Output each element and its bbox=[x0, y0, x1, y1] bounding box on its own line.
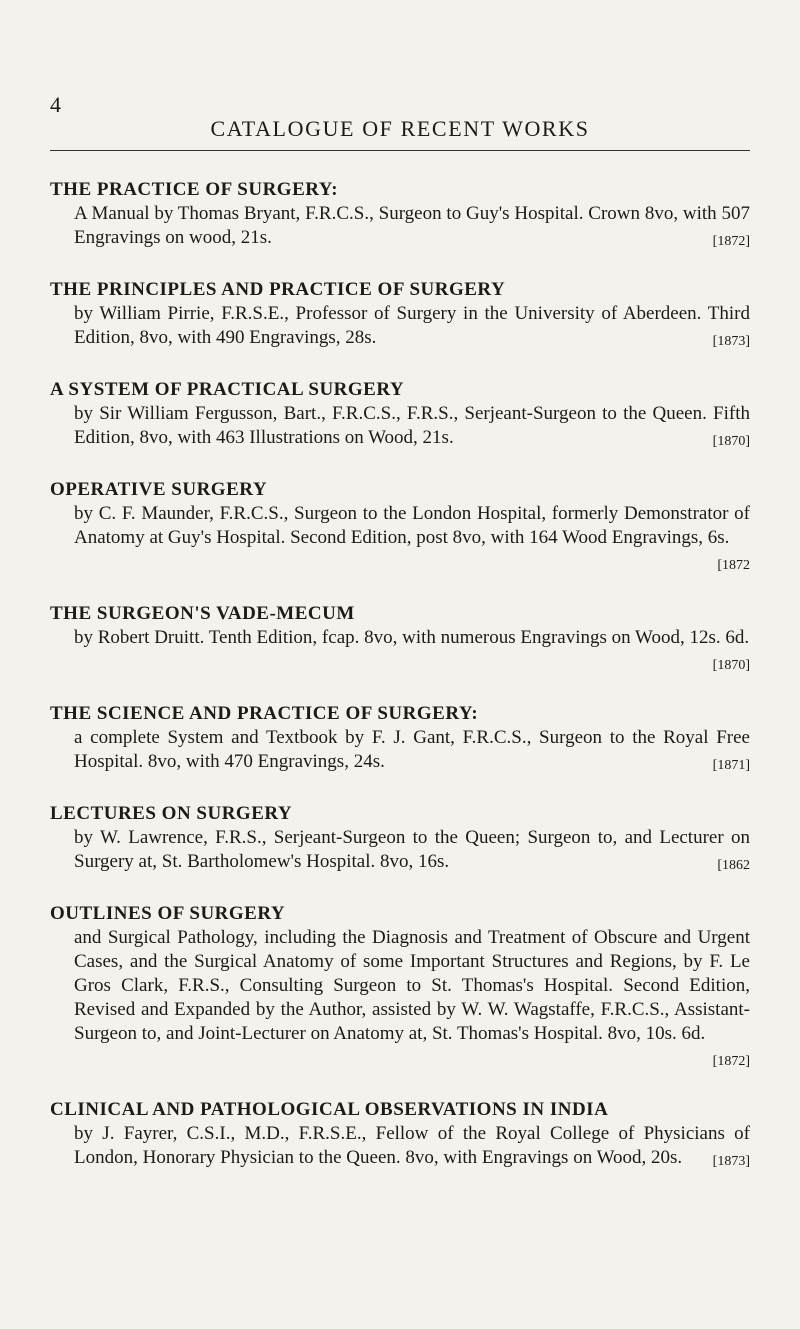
entry-body bbox=[50, 1122, 750, 1174]
entry-year: [1872] bbox=[712, 1054, 750, 1069]
entry-description: by W. Lawrence, F.R.S., Serjeant-Surgeon to the Queen; Surgeon to, and Lecturer on Surgery at, St. Bartholomew's Hospital. 8vo, 16s. bbox=[74, 827, 750, 872]
catalogue-entry bbox=[50, 478, 750, 578]
entry-body bbox=[50, 302, 750, 354]
entry-description: by Robert Druitt. Tenth Edition, fcap. 8vo, with numerous Engravings on Wood, 12s. 6d. bbox=[74, 627, 750, 648]
entry-year: [1870] bbox=[712, 658, 750, 673]
entry-description: and Surgical Pathology, including the Diagnosis and Treatment of Obscure and Urgent Cases, and the Surgical Anatomy of some Important Structures and Regions, by F. Le Gros Clark, F.R.S., Consulting Surgeon to St. Thomas's Hospital. Second Edition, Revised and Expanded by the Author, assisted by W. W. Wagstaffe, F.R.C.S., Assistant-Surgeon to, and Joint-Lecturer on Anatomy at, St. Thomas's Hospital. 8vo, 10s. 6d. bbox=[74, 927, 750, 1044]
entry-year: [1872 bbox=[717, 558, 750, 573]
catalogue-entries bbox=[50, 178, 750, 1198]
entry-year: [1870] bbox=[712, 434, 750, 449]
header-rule bbox=[50, 150, 750, 151]
entry-description: by J. Fayrer, C.S.I., M.D., F.R.S.E., Fellow of the Royal College of Physicians of London, Honorary Physician to the Queen. 8vo, with Engravings on Wood, 20s. bbox=[74, 1123, 750, 1168]
catalogue-entry bbox=[50, 178, 750, 254]
entry-title: CLINICAL AND PATHOLOGICAL OBSERVATIONS IN INDIA bbox=[50, 1099, 609, 1120]
entry-title: THE PRACTICE OF SURGERY: bbox=[50, 179, 339, 200]
catalogue-entry bbox=[50, 1098, 750, 1174]
entry-body bbox=[50, 402, 750, 454]
entry-title: THE SURGEON'S VADE-MECUM bbox=[50, 603, 355, 624]
entry-title: OUTLINES OF SURGERY bbox=[50, 903, 286, 924]
entry-description: by William Pirrie, F.R.S.E., Professor of Surgery in the University of Aberdeen. Third Edition, 8vo, with 490 Engravings, 28s. bbox=[74, 303, 750, 348]
catalogue-entry bbox=[50, 602, 750, 678]
running-title: CATALOGUE OF RECENT WORKS bbox=[210, 116, 590, 141]
entry-year: [1862 bbox=[717, 858, 750, 873]
entry-body bbox=[50, 726, 750, 778]
catalogue-entry bbox=[50, 702, 750, 778]
page-number: 4 bbox=[50, 92, 61, 117]
entry-body bbox=[50, 202, 750, 254]
entry-title: LECTURES ON SURGERY bbox=[50, 803, 293, 824]
catalogue-entry bbox=[50, 378, 750, 454]
entry-description: by C. F. Maunder, F.R.C.S., Surgeon to the London Hospital, formerly Demonstrator of Anatomy at Guy's Hospital. Second Edition, post 8vo, with 164 Wood Engravings, 6s. bbox=[74, 503, 750, 548]
entry-title: OPERATIVE SURGERY bbox=[50, 479, 268, 500]
entry-body bbox=[50, 826, 750, 878]
entry-description: A Manual by Thomas Bryant, F.R.C.S., Surgeon to Guy's Hospital. Crown 8vo, with 507 Engravings on wood, 21s. bbox=[74, 203, 750, 248]
entry-year: [1873] bbox=[712, 334, 750, 349]
entry-title: THE SCIENCE AND PRACTICE OF SURGERY: bbox=[50, 703, 479, 724]
entry-year: [1872] bbox=[712, 234, 750, 249]
catalogue-entry bbox=[50, 278, 750, 354]
entry-body bbox=[50, 926, 750, 1074]
catalogue-entry bbox=[50, 802, 750, 878]
entry-body bbox=[50, 502, 750, 578]
entry-body bbox=[50, 626, 750, 678]
entry-title: THE PRINCIPLES AND PRACTICE OF SURGERY bbox=[50, 279, 506, 300]
entry-description: by Sir William Fergusson, Bart., F.R.C.S., F.R.S., Serjeant-Surgeon to the Queen. Fifth Edition, 8vo, with 463 Illustrations on Wood, 21s. bbox=[74, 403, 750, 448]
entry-title: A SYSTEM OF PRACTICAL SURGERY bbox=[50, 379, 405, 400]
entry-description: a complete System and Textbook by F. J. Gant, F.R.C.S., Surgeon to the Royal Free Hospital. 8vo, with 470 Engravings, 24s. bbox=[74, 727, 750, 772]
entry-year: [1871] bbox=[712, 758, 750, 773]
entry-year: [1873] bbox=[712, 1154, 750, 1169]
catalogue-entry bbox=[50, 902, 750, 1074]
